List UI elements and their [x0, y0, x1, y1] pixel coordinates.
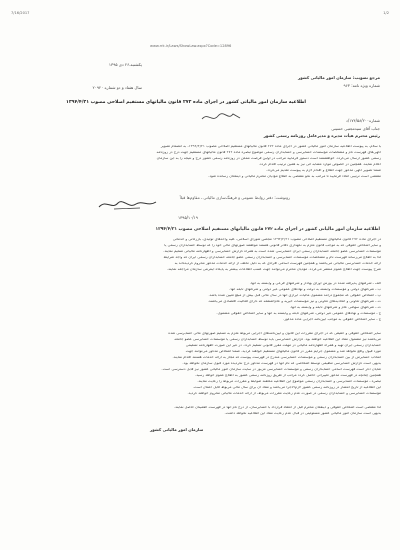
issue-number: سال هفتاد و دو شماره ۲۰۹۲۰	[92, 85, 142, 90]
initial-signature	[200, 109, 242, 125]
list-item: ج ـ مؤسسات و نهادهای عمومی غیر دولتی، شرکتهای تابعه و وابسته به آنها و سایر اشخاص حقوقی مشمول.	[216, 312, 381, 315]
body-line: شایان ذکر است فهرست اسامی حسابداران رسمی و مؤسسات حسابرسی مزبور در سایت سازمان امور مالیاتی کشور نیز قابل دسترسی است.	[161, 368, 381, 371]
list-item: چ ـ سایر اشخاص حقوقی به موجب آیین‌نامه اجرایی ماده مذکور.	[283, 318, 381, 321]
body-line: و سایر اشخاص حقوقی که به موجب قانون ملزم به نگهداری دفاتر قانونی هستند موظفند صورتهای مالی خود را که توسط حسابداران رسمی یا	[164, 244, 381, 247]
body-line: همچنین چنانچه در فهرست مذکور تغییراتی حاصل گردد مراتب از طریق روزنامه رسمی کشور به اطلاع عموم خواهد رسید.	[195, 374, 381, 377]
handwritten-signature	[96, 195, 160, 213]
body-line: لذا به اطلاع می‌رساند فهرست نام و مشخصات مؤسسات حسابرسی و حسابداران رسمی عضو جامعه حسابداران رسمی ایران که واجد شرایط	[163, 256, 381, 259]
supplement-number: شماره ویژه نامه: ۹۶۳	[343, 83, 380, 88]
print-page-number: 1/2	[383, 11, 389, 15]
body-line: انتخاب حسابرس از بین حسابداران رسمی و مؤسسات حسابرسی مندرج در فهرست پیوست که مجاز به ارائه خدمات هستند اقدام نمایند.	[172, 356, 381, 359]
body-line: سایر اشخاص حقوقی و حقیقی که در اجرای مقررات این قانون و آیین‌نامه‌های اجرایی مربوط ملزم به تسلیم صورتهای مالی حسابرسی شده	[168, 332, 381, 335]
body-line: می‌باشند نیز مشمول مفاد این اطلاعیه خواهند بود. گزارش حسابرسی باید توسط حسابداران رسمی یا مؤسسات حسابرسی عضو جامعه	[174, 338, 381, 341]
body-line: این اطلاعیه از تاریخ انتشار در روزنامه رسمی کشور لازم‌الاجرا می‌باشد و مفاد آن برای سال مالی مربوط قابل اعمال است.	[192, 386, 381, 389]
body-line: در اجرای ماده ۲۷۲ قانون مالیاتهای مستقیم اصلاحی مصوب ۱۳۹۴/۴/۳۱ مجلس شورای اسلامی، کلیه واحدهای تولیدی، بازرگانی و خدماتی	[172, 238, 381, 241]
letter-date: ۱۳۹۵/۱۰/۱۹	[178, 215, 198, 220]
body-line: تبصره ـ مؤسسات حسابرسی و حسابداران رسمی موضوع این اطلاعیه مکلفند ضوابط و مقررات مربوط را رعایت نمایند.	[197, 380, 381, 383]
signatory: سازمان امور مالیاتی کشور	[150, 427, 204, 432]
body-line: بدیهی است سازمان امور مالیاتی کشور مسئولیتی در قبال عدم رعایت مفاد این اطلاعیه نخواهد داشت.	[224, 412, 381, 415]
body-line: لذا مقتضی است اشخاص حقوقی و ذینفعان محترم قبل از انعقاد قرارداد با حسابرسان، از درج نام آنها در فهرست اطمینان حاصل نمایند.	[173, 406, 381, 409]
body-line: بدیهی است گزارش حسابرسی تنظیمی توسط اشخاصی که نام آنها در فهرست مذکور درج نگردیده مورد قبول سازمان نخواهد بود.	[182, 362, 381, 365]
approving-authority: مرجع تصویب: سازمان امور مالیاتی کشور	[298, 75, 380, 80]
issue-date: یکشنبه،۲۶ دی ۱۳۹۵	[108, 62, 142, 67]
letter-salutation-name: جناب آقای سیدمجتبی حسینی	[331, 126, 380, 131]
print-date: 7/16/2017	[11, 11, 30, 15]
section-heading: اطلاعیه سازمان امور مالیاتی کشور در اجرای ماده ۲۷۲ قانون مالیاتهای مستقیم اصلاحی مصوب ۱۳۹۴/۴/۳۱	[155, 227, 380, 232]
letter-reference-number: شماره۱۷۴/۵۸/۲۰۰/د	[346, 118, 380, 123]
body-line: مؤسسات حسابرسی عضو جامعه حسابداران رسمی ایران حسابرسی شده است به همراه گزارش حسابرسی و اظهارنامه مالیاتی تسلیم نمایند.	[163, 250, 381, 253]
body-line: با سلام، به پیوست اطلاعیه سازمان امور مالیاتی کشور در اجرای ماده ۲۷۲ قانون مالیاتهای مستقیم اصلاحی مصوب ۱۳۹۴/۴/۳۱، به انضمام تصویر	[160, 145, 381, 148]
list-item: الف ـ شرکتهای پذیرفته شده در بورس اوراق بهادار و شرکتهای فرعی و وابسته به آنها.	[249, 282, 381, 285]
body-line: مقتضی است ترتیبی اتخاذ فرمایید تا مراتب به نحو مقتضی به اطلاع مؤدیان محترم مالیاتی و ذینفعان رسانده شود.	[208, 175, 381, 178]
body-line: مؤسسات حسابرسی و حسابداران رسمی در صورت عدم رعایت مقررات مربوط، از ارائه خدمات مالیاتی محروم خواهند گردید.	[187, 392, 381, 395]
body-line: اعلام نمایند. همچنین در خصوص موارد مشابه آتی نیز به همین ترتیب اقدام گردد.	[258, 163, 381, 166]
cc-line: رونوشت: دفتر روابط عمومی و فرهنگ‌سازی مالیاتی ـ مقاوم‌ها قبلاً	[179, 195, 290, 200]
list-item: پ ـ اشخاص حقوقی که مجموع درآمد مشمول مالیات ابرازی آنها در سال مالی قبل بیش از مبلغ تعیین شده باشد.	[208, 294, 381, 297]
letter-salutation-title: رئیس محترم هیأت مدیره و مدیرعامل روزنامه رسمی کشور	[263, 133, 380, 138]
print-url: www.rrk.ir/Laws/ShowLaw.aspx?Code=12896	[150, 44, 232, 48]
notice-title: اطلاعیه سازمان امور مالیاتی کشور در اجرای ماده ۲۷۲ قانون مالیاتهای مستقیم اصلاحی مصوب ۱۳۹۴/۴/۳۱	[66, 100, 306, 105]
body-line: رسمی کشور ارسال می‌گردد. خواهشمند است دستور فرمایید مراتب در اولین فرصت ممکن در روزنامه رسمی کشور درج و نتیجه را به این سازمان	[156, 157, 381, 160]
list-item: ت ـ شرکتهای تعاونی و اتحادیه‌های تعاونی و نیز مؤسسات خیریه و عام‌المنفعه که دارای فعالیت اقتصادی می‌باشند.	[207, 300, 381, 303]
body-line: شرح پیوست جهت اطلاع عموم منتشر می‌گردد. مؤدیان محترم می‌توانند جهت کسب اطلاعات بیشتر به پایگاه اینترنتی سازمان مراجعه نمایند.	[166, 268, 381, 271]
body-line: مورد قبول واقع نخواهد شد و مشمول جرایم مقرر در قانون مالیاتهای مستقیم خواهند گردید. ضمناً اشخاص مذکور می‌توانند جهت	[185, 350, 381, 353]
list-item: ث ـ شرکتهای سهامی عام و شرکتهای تابعه و وابسته به آنها.	[289, 306, 381, 309]
body-line: ارائه خدمات حسابرسی مالیاتی می‌باشند و همچنین فهرست اسامی افرادی که به دلیل تخلف از ارائه خدمات مذکور محروم گردیده‌اند به	[174, 262, 381, 265]
body-line: ضمناً تصویر آگهی مذکور جهت اطلاع و اقدام لازم به پیوست تقدیم می‌گردد.	[266, 169, 381, 172]
body-line: آگهی‌های فهرست نام و مشخصات مؤسسات حسابرسی و حسابداران رسمی موضوع تبصره ماده ۲۷۲ قانون مالیاتهای مستقیم جهت درج در روزنامه	[156, 151, 381, 154]
body-line: حسابداران رسمی ایران تهیه و همراه اظهارنامه مالیاتی در مهلت مقرر قانونی تسلیم گردد. در غیر این صورت اظهارنامه تسلیمی	[185, 344, 381, 347]
list-item: ب ـ شرکتهای دولتی و مؤسسات وابسته به دولت و نهادهای عمومی غیر دولتی و شرکتهای تابعه آنها.	[229, 288, 381, 291]
